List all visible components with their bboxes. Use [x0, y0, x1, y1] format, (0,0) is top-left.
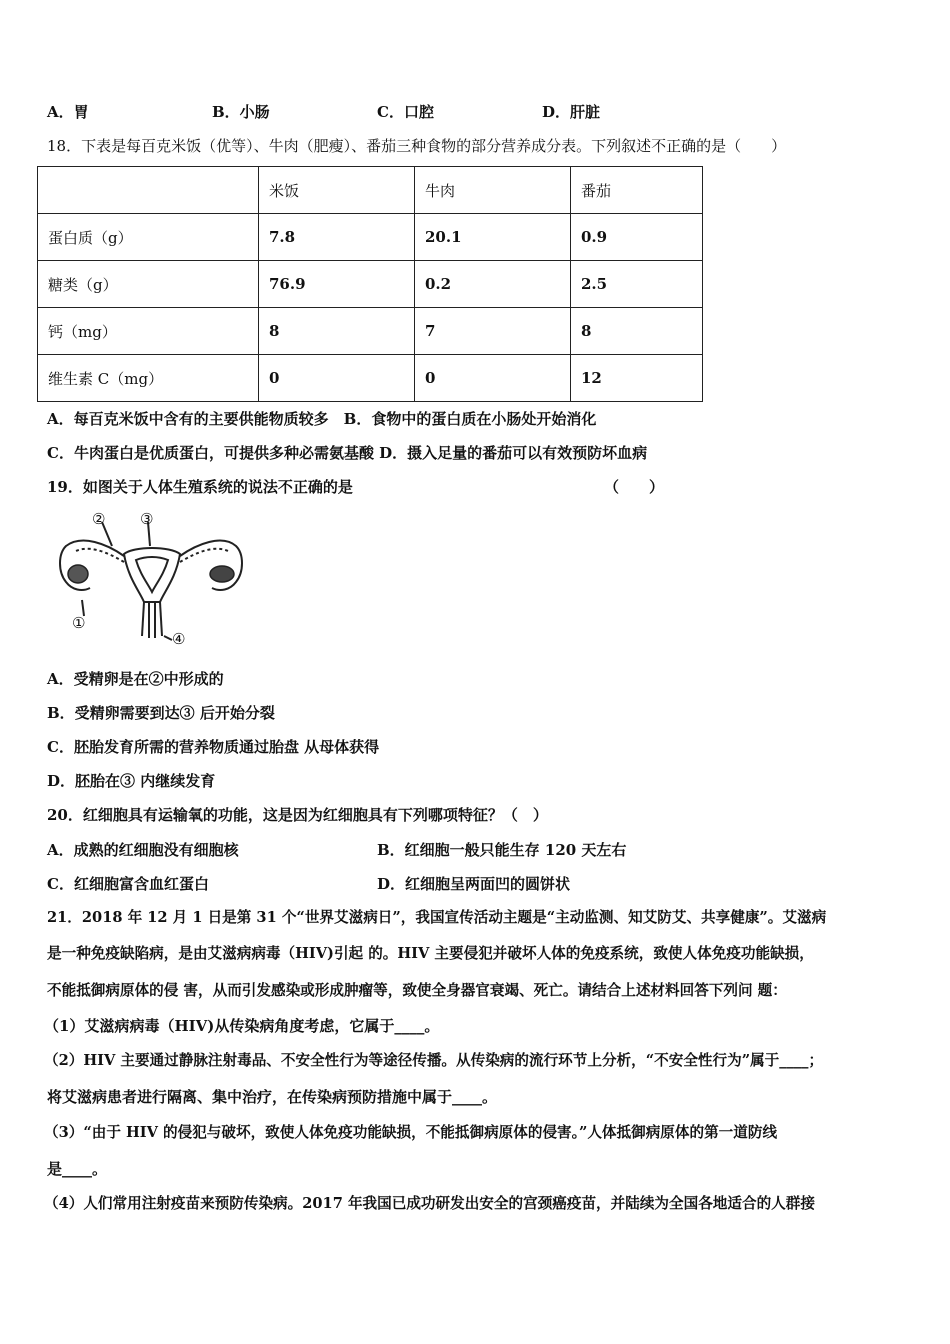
table-cell: 12: [571, 355, 703, 402]
q17-option-c: C．口腔: [377, 103, 434, 121]
q20-option-b: B．红细胞一般只能生存 120 天左右: [377, 841, 627, 859]
figure-label-2: ②: [92, 510, 106, 528]
table-row: [38, 214, 703, 261]
q19-option-b: B．受精卵需要到达③ 后开始分裂: [47, 704, 275, 722]
q21-sub-question-3a: （3）“由于 HIV 的侵犯与破坏，致使人体免疫功能缺损，不能抵御病原体的侵害。”人体抵御病原体的第一道防线: [44, 1124, 778, 1141]
q19-option-d: D．胚胎在③ 内继续发育: [47, 772, 216, 790]
q18-stem: 18．下表是每百克米饭（优等）、牛肉（肥瘦）、番茄三种食物的部分营养成分表。下列叙述不正确的是（ ）: [47, 137, 787, 155]
table-header-cell: [38, 167, 259, 214]
figure-label-4: ④: [172, 630, 186, 648]
table-header-cell: 米饭: [259, 167, 415, 214]
q17-option-a: A．胃: [47, 103, 89, 121]
table-cell: 0.2: [415, 261, 571, 308]
figure-label-3: ③: [140, 510, 154, 528]
q20-option-c: C．红细胞富含血红蛋白: [47, 875, 209, 893]
q21-passage-line-3: 不能抵御病原体的侵 害，从而引发感染或形成肿瘤等，致使全身器官衰竭、死亡。请结合上述材料回答下列问 题：: [47, 982, 787, 999]
figure-label-1: ①: [72, 614, 86, 632]
table-cell: 20.1: [415, 214, 571, 261]
table-row: [38, 261, 703, 308]
table-cell: 7: [415, 308, 571, 355]
q19-option-c: C．胚胎发育所需的营养物质通过胎盘 从母体获得: [47, 738, 380, 756]
table-header-row: [38, 167, 703, 214]
table-cell: 2.5: [571, 261, 703, 308]
q21-sub-question-3b: 是____。: [47, 1160, 108, 1178]
q18-options-ab: A．每百克米饭中含有的主要供能物质较多 B．食物中的蛋白质在小肠处开始消化: [47, 410, 597, 428]
table-cell: 0: [259, 355, 415, 402]
q21-sub-question-1: （1）艾滋病病毒（HIV)从传染病角度考虑，它属于____。: [44, 1017, 440, 1035]
q17-option-b: B．小肠: [212, 103, 270, 121]
q21-sub-question-2b: 将艾滋病患者进行隔离、集中治疗，在传染病预防措施中属于____。: [47, 1088, 498, 1106]
q19-stem: 19．如图关于人体生殖系统的说法不正确的是: [47, 478, 353, 496]
table-cell: 8: [259, 308, 415, 355]
table-cell: 钙（mg）: [38, 308, 259, 355]
q21-passage-line-1: 21．2018 年 12 月 1 日是第 31 个“世界艾滋病日”，我国宣传活动主题是“主动监测、知艾防艾、共享健康”。艾滋病: [47, 909, 827, 926]
table-cell: 维生素 C（mg）: [38, 355, 259, 402]
table-row: [38, 308, 703, 355]
q21-passage-line-2: 是一种免疫缺陷病，是由艾滋病病毒（HIV)引起 的。HIV 主要侵犯并破坏人体的免疫系统，致使人体免疫功能缺损，: [47, 945, 814, 962]
table-cell: 7.8: [259, 214, 415, 261]
table-header-cell: 牛肉: [415, 167, 571, 214]
q20-stem: 20．红细胞具有运输氧的功能，这是因为红细胞具有下列哪项特征？（ ）: [47, 806, 548, 824]
q19-option-a: A．受精卵是在②中形成的: [47, 670, 224, 688]
table-cell: 8: [571, 308, 703, 355]
table-cell: 0: [415, 355, 571, 402]
q21-sub-question-2a: （2）HIV 主要通过静脉注射毒品、不安全性行为等途径传播。从传染病的流行环节上分析，“不安全性行为”属于____；: [44, 1052, 824, 1069]
q21-sub-question-4: （4）人们常用注射疫苗来预防传染病。2017 年我国已成功研发出安全的宫颈癌疫苗，并陆续为全国各地适合的人群接: [44, 1195, 815, 1212]
table-cell: 蛋白质（g）: [38, 214, 259, 261]
table-cell: 0.9: [571, 214, 703, 261]
table-header-cell: 番茄: [571, 167, 703, 214]
reproductive-system-figure: [52, 508, 252, 648]
nutrition-table: [37, 166, 703, 402]
q20-option-d: D．红细胞呈两面凹的圆饼状: [377, 875, 571, 893]
q18-options-cd: C．牛肉蛋白是优质蛋白，可提供多种必需氨基酸 D．摄入足量的番茄可以有效预防坏血病: [47, 444, 648, 462]
q17-option-d: D．肝脏: [542, 103, 601, 121]
table-cell: 糖类（g）: [38, 261, 259, 308]
table-cell: 76.9: [259, 261, 415, 308]
table-row: [38, 355, 703, 402]
q19-answer-paren: （ ）: [604, 478, 665, 496]
q20-option-a: A．成熟的红细胞没有细胞核: [47, 841, 239, 859]
uterus-diagram-icon: [52, 508, 252, 648]
